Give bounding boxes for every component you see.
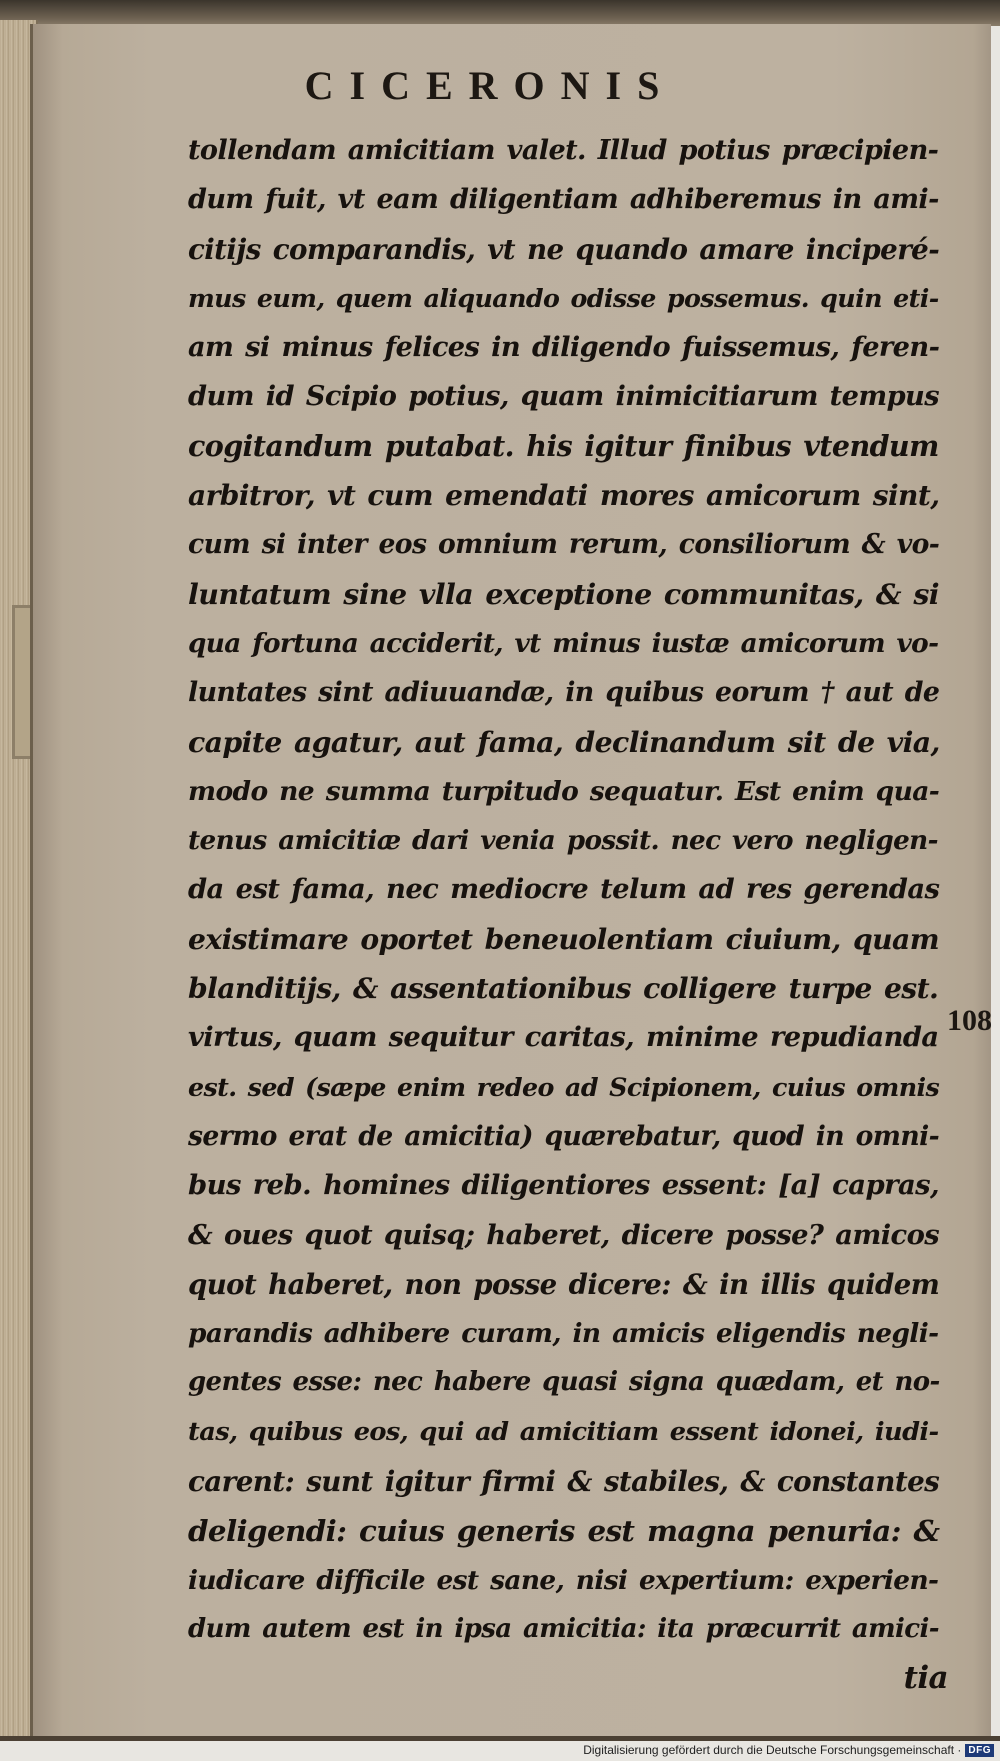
text-line: modo ne summa turpitudo sequatur. Est enim qua- (188, 775, 940, 807)
text-line: tollendam amicitiam valet. Illud potius præcipien- (188, 135, 939, 166)
text-line: citijs comparandis, vt ne quando amare inciperé- (188, 232, 940, 266)
text-line: luntatum sine vlla exceptione communitas, & si (188, 576, 939, 611)
credit-text: Digitalisierung gefördert durch die Deutsche Forschungsgemeinschaft · (583, 1743, 962, 1757)
text-line: est. sed (sæpe enim redeo ad Scipionem, cuius omnis (188, 1071, 940, 1102)
text-line: cogitandum putabat. his igitur finibus vtendum (188, 428, 939, 463)
text-line: dum autem est in ipsa amicitia: ita præcurrit amici- (188, 1613, 939, 1644)
text-line: dum id Scipio potius, quam inimicitiarum tempus (188, 380, 939, 413)
text-line: existimare oportet beneuolentiam ciuium, quam (188, 921, 939, 956)
text-line: quot haberet, non posse dicere: & in illis quidem (188, 1267, 940, 1301)
text-line: qua fortuna acciderit, vt minus iustæ amicorum vo- (188, 627, 939, 659)
text-line: am si minus felices in diligendo fuissemus, feren- (188, 331, 940, 364)
text-line: luntates sint adiuuandæ, in quibus eorum † aut de (188, 677, 940, 709)
text-line: deligendi: cuius generis est magna penuria: & (188, 1513, 940, 1549)
body-text (188, 126, 948, 1704)
text-line: virtus, quam sequitur caritas, minime repudianda (188, 1021, 939, 1054)
text-line: da est fama, nec mediocre telum ad res gerendas (188, 873, 940, 906)
text-line: sermo erat de amicitia) quærebatur, quod in omni- (188, 1120, 940, 1152)
running-head: CICERONIS (304, 63, 676, 108)
catchword: tia (903, 1660, 948, 1697)
book-bottom-edge (0, 1736, 1000, 1741)
text-line: mus eum, quem aliquando odisse possemus. quin eti- (188, 282, 939, 313)
text-line: arbitror, vt cum emendati mores amicorum sint, (188, 479, 940, 513)
text-line: gentes esse: nec habere quasi signa quædam, et no- (188, 1367, 940, 1398)
text-line: tas, quibus eos, qui ad amicitiam essent idonei, iudi- (188, 1416, 939, 1447)
book-top-edge (0, 0, 1000, 26)
text-line: & oues quot quisq; haberet, dicere posse? amicos (188, 1218, 940, 1251)
dfg-logo: DFG (965, 1744, 994, 1757)
text-line: bus reb. homines diligentiores essent: [a] capras, (188, 1169, 939, 1202)
text-line: iudicare difficile est sane, nisi expertium: experien- (188, 1564, 939, 1596)
text-line: capite agatur, aut fama, declinandum sit de via, (188, 724, 940, 759)
text-line: blanditijs, & assentationibus colligere turpe est. (188, 971, 939, 1006)
digitization-credit (583, 1743, 994, 1757)
text-line: tenus amicitiæ dari venia possit. nec vero negligen- (188, 825, 938, 857)
text-line: parandis adhibere curam, in amicis eligendis negli- (188, 1318, 939, 1350)
text-line: carent: sunt igitur firmi & stabiles, & constantes (188, 1465, 940, 1499)
text-line: dum fuit, vt eam diligentiam adhiberemus in ami- (188, 184, 939, 216)
text-line: cum si inter eos omnium rerum, consiliorum & vo- (188, 529, 940, 561)
margin-number: 108 (947, 1004, 992, 1037)
